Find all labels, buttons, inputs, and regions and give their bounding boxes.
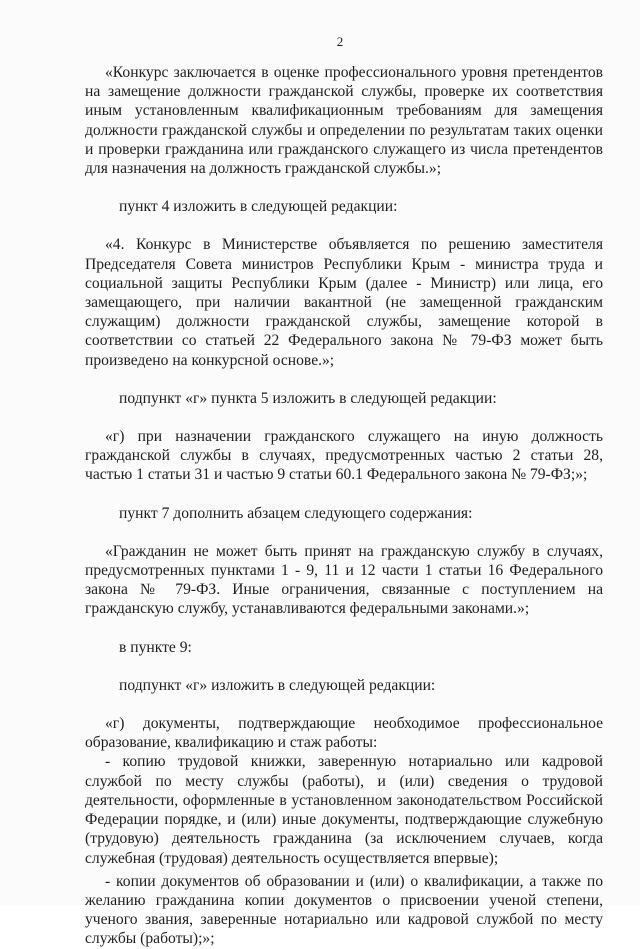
instruction-item-9: в пункте 9: bbox=[119, 638, 192, 656]
instruction-item-7: пункт 7 дополнить абзацем следующего содержания: bbox=[119, 504, 473, 522]
paragraph-item-5g-text: «г) при назначении гражданского служащего на иную должность гражданской службы в случаях, предусмотренных частью 2 статьи 28, частью 1 статьи 31 и частью 9 статьи 60.1 Федерального закона № 79-ФЗ;»; bbox=[85, 428, 603, 484]
instruction-item-4: пункт 4 изложить в следующей редакции: bbox=[119, 198, 398, 216]
document-body bbox=[85, 63, 603, 949]
paragraph-item-4-text: «4. Конкурс в Министерстве объявляется по решению заместителя Председателя Совета министров Республики Крым - министра труда и социальной защиты Республики Крым (далее - Министр) или лица, его замещающего, при наличии вакантной (не замещенной гражданским служащим) должности гражданской службы, замещение которой в соответствии со статьей 22 Федерального закона № 79-ФЗ может быть произведено на конкурсной основе.»; bbox=[85, 236, 603, 369]
page-number: 2 bbox=[336, 34, 344, 49]
list-item-education-docs: - копии документов об образовании и (или) о квалификации, а также по желанию гражданина копии документов о присвоении ученой степени, ученого звания, заверенные нотариально или кадровой службой по месту службы (работы);»; bbox=[85, 872, 603, 948]
instruction-item-5g: подпункт «г» пункта 5 изложить в следующей редакции: bbox=[119, 389, 497, 407]
paragraph-item-7-text: «Гражданин не может быть принят на гражданскую службу в случаях, предусмотренных пунктами 1 - 9, 11 и 12 части 1 статьи 16 Федерального закона № 79-ФЗ. Иные ограничения, связанные с поступлением на гражданскую службу, устанавливаются федеральными законами.»; bbox=[85, 542, 603, 618]
list-item-work-record: - копию трудовой книжки, заверенную нотариально или кадровой службой по месту службы (работы), и (или) сведения о трудовой деятельности, оформленные в установленном законодательством Российской Федерации порядке, и (или) иные документы, подтверждающие служебную (трудовую) деятельность гражданина (за исключением случаев, когда служебная (трудовая) деятельность осуществляется впервые); bbox=[85, 753, 603, 867]
paragraph-item-9g-text: «г) документы, подтверждающие необходимое профессиональное образование, квалификацию и стаж работы: bbox=[85, 715, 603, 752]
instruction-item-9g: подпункт «г» изложить в следующей редакции: bbox=[119, 676, 436, 694]
paragraph-competition-definition: «Конкурс заключается в оценке профессионального уровня претендентов на замещение должности гражданской службы, проверке их соответствия иным установленным квалификационным требованиям для замещения должности гражданской службы и определении по результатам таких оценки и проверки гражданина или гражданского служащего из числа претендентов для назначения на должность гражданской службы.»; bbox=[85, 64, 603, 178]
